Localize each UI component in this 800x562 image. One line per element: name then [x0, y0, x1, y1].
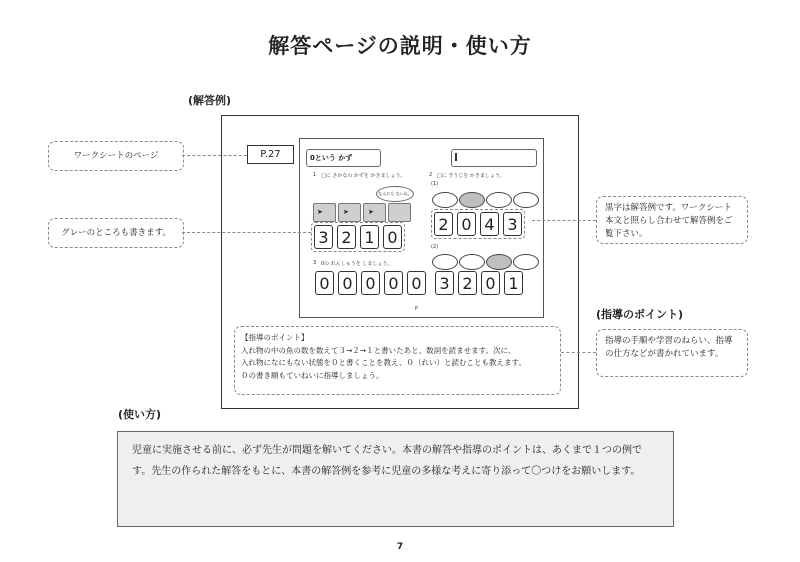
answer-digit: 1: [360, 225, 379, 249]
answer-zero-group: [315, 271, 426, 295]
answer-digit: 0: [407, 271, 426, 295]
q3-label: 3: [313, 260, 317, 266]
fruit-oval: [432, 254, 458, 270]
answer-fish-group: [311, 222, 405, 252]
answer-digit: 3: [503, 212, 522, 236]
fruit-oval: [486, 192, 512, 208]
name-field-mark: [455, 153, 457, 161]
connector-line: [182, 232, 311, 233]
answer-digit: 0: [383, 225, 402, 249]
fish-icon: ➤: [317, 208, 323, 216]
fruit-oval: [432, 192, 458, 208]
shidou-box-line: 入れ物の中の魚の数を数えて３→２→１と書いたあと、数詞を読ませます。次に、: [241, 345, 516, 355]
callout-shidou: 指導の手順や学習のねらい、指導の仕方などが書かれています。: [596, 329, 748, 377]
fruit-oval: [459, 254, 485, 270]
answer-digit: 2: [434, 212, 453, 236]
answer-digit: 0: [315, 271, 334, 295]
answer-digit: 3: [435, 271, 454, 295]
callout-black-text: 黒字は解答例です。ワークシート本文と照らし合わせて解答例をご覧下さい。: [596, 196, 748, 244]
name-field: [451, 149, 537, 167]
answer-digit: 0: [361, 271, 380, 295]
speech-bubble: なんにも ないね。: [376, 186, 414, 202]
fruit-oval: [486, 254, 512, 270]
answer-digit: 0: [457, 212, 476, 236]
q1-label: 1: [313, 172, 317, 178]
usage-box: 児童に実施させる前に、必ず先生が問題を解いてください。本書の解答や指導のポイントは、あくまで１つの例です。先生の作られた解答をもとに、本書の解答例を参考に児童の多様な考えに寄り添って〇つけをお願いします。: [117, 431, 674, 527]
connector-line: [182, 155, 247, 156]
q1-text: □に さかなの かずを かきましょう。: [321, 173, 406, 179]
example-heading: (解答例): [188, 94, 232, 107]
worksheet-footer-mark: P: [415, 306, 419, 312]
fish-container-1: [363, 203, 386, 222]
page-number: 7: [396, 542, 404, 552]
q2-label: 2: [429, 172, 433, 178]
answer-digit: 1: [504, 271, 523, 295]
connector-line: [532, 220, 596, 221]
q3-text: 0の れんしゅうを しましょう。: [321, 261, 393, 267]
shidou-box-line: ０の書き順もていねいに指導しましょう。: [241, 370, 384, 380]
answer-2-1-group: [431, 209, 525, 239]
shidou-heading: (指導のポイント): [596, 308, 684, 321]
fish-container-0: [388, 203, 411, 222]
answer-2-2-group: [435, 271, 523, 295]
answer-digit: 2: [337, 225, 356, 249]
fish-icon: ➤: [343, 208, 349, 216]
answer-digit: 0: [338, 271, 357, 295]
q2-sub2: (2): [431, 244, 439, 250]
connector-line: [561, 352, 596, 353]
q2-sub1: (1): [431, 181, 439, 187]
answer-digit: 0: [384, 271, 403, 295]
shidou-box: [234, 326, 561, 395]
fish-icon: ➤: [368, 208, 374, 216]
shidou-box-heading: 【指導のポイント】: [241, 333, 309, 342]
fruit-oval: [459, 192, 485, 208]
worksheet-title: 0という かず: [306, 149, 381, 167]
usage-heading: (使い方): [118, 408, 162, 421]
callout-worksheet-page: ワークシートのページ: [48, 141, 184, 171]
answer-digit: 2: [458, 271, 477, 295]
fish-container-2: [338, 203, 361, 222]
fruit-oval: [513, 192, 539, 208]
shidou-box-line: 入れ物になにもない状態を０と書くことを教え、０（れい）と読むことも教えます。: [241, 358, 526, 367]
q2-text: □に すうじを かきましょう。: [437, 173, 505, 179]
answer-digit: 4: [480, 212, 499, 236]
page-title: 解答ページの説明・使い方: [268, 34, 532, 58]
fruit-oval: [513, 254, 539, 270]
answer-digit: 0: [481, 271, 500, 295]
page-number-box: P.27: [247, 145, 294, 164]
callout-gray-area: グレーのところも書きます。: [48, 218, 184, 248]
answer-digit: 3: [314, 225, 333, 249]
